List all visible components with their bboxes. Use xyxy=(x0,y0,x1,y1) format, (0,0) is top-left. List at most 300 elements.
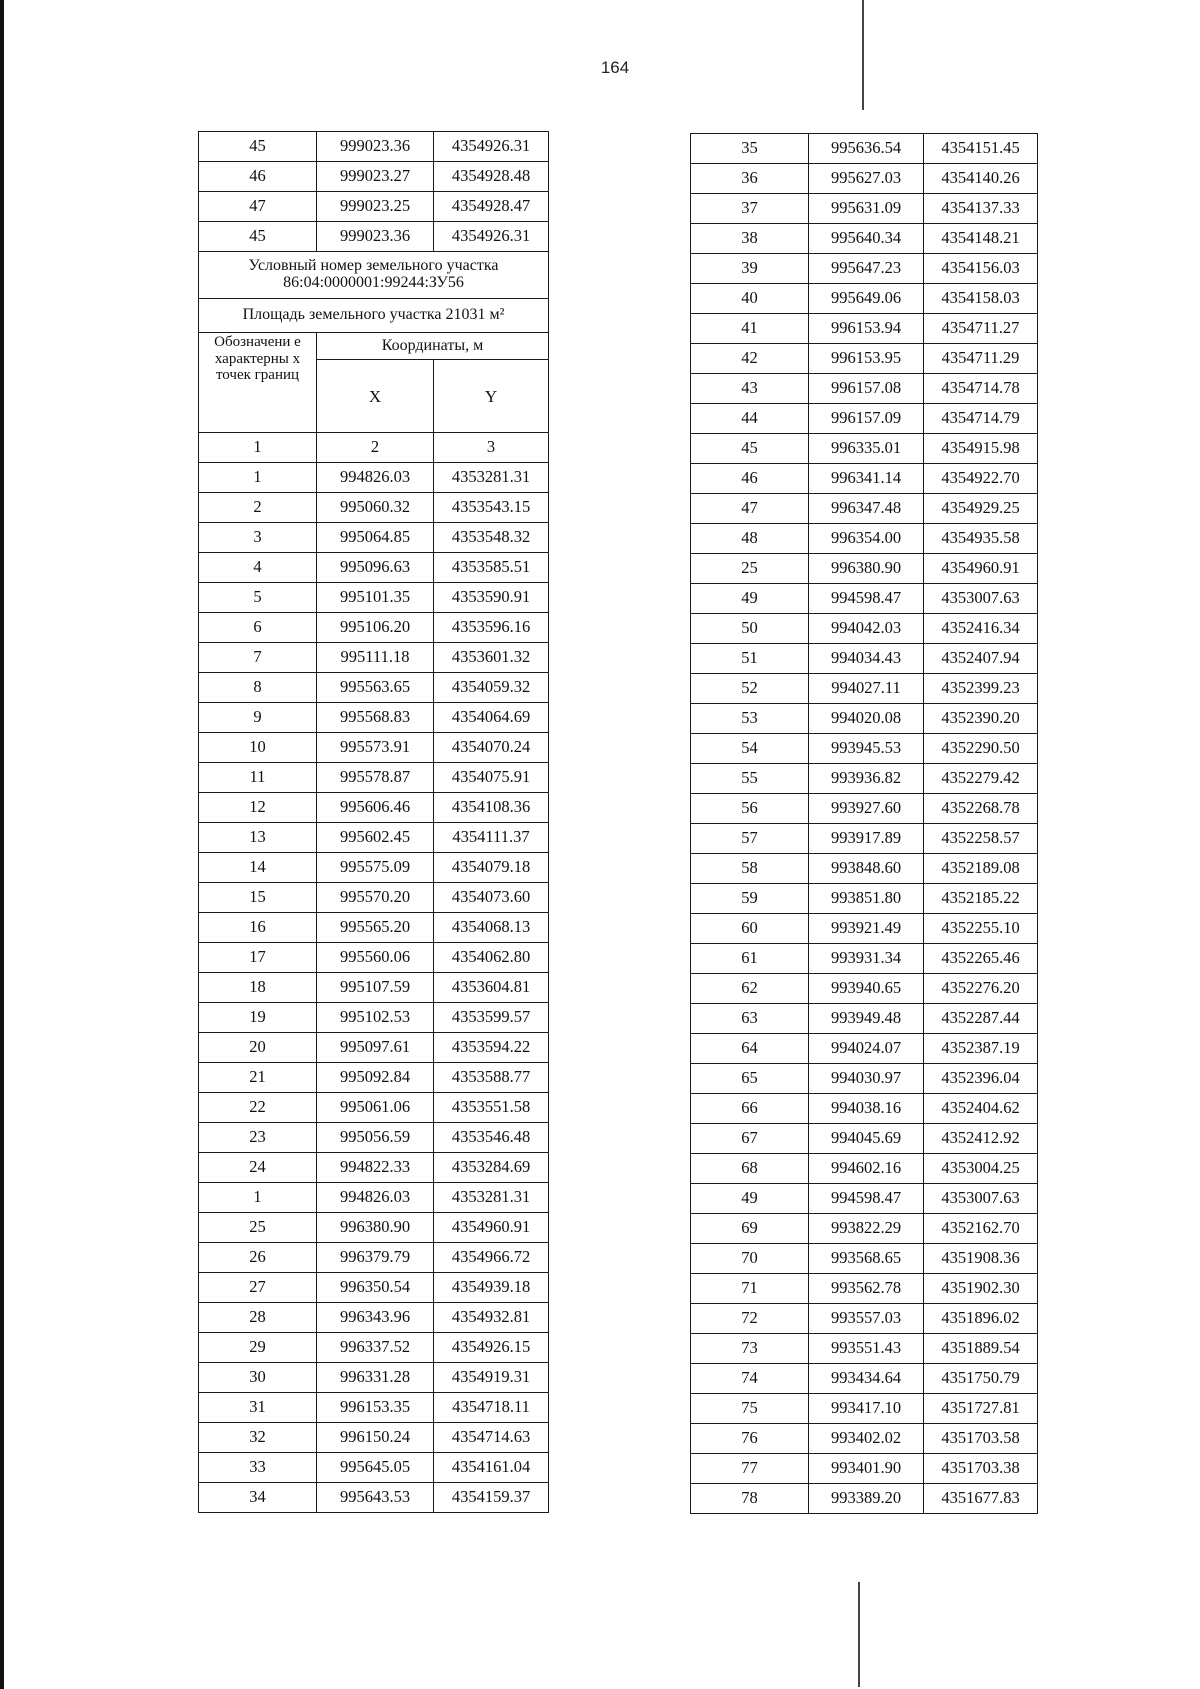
table-row xyxy=(199,553,549,583)
point-number-cell: 62 xyxy=(691,974,809,1004)
x-coordinate-cell: 995092.84 xyxy=(317,1063,434,1093)
x-coordinate-cell: 995631.09 xyxy=(809,194,924,224)
point-number-cell: 75 xyxy=(691,1394,809,1424)
table-row xyxy=(691,824,1038,854)
x-coordinate-cell: 993562.78 xyxy=(809,1274,924,1304)
y-coordinate-cell: 4351896.02 xyxy=(924,1304,1038,1334)
point-number-cell: 78 xyxy=(691,1484,809,1514)
point-number-cell: 46 xyxy=(199,162,317,192)
point-number-cell: 56 xyxy=(691,794,809,824)
x-coordinate-cell: 993568.65 xyxy=(809,1244,924,1274)
y-coordinate-cell: 4352279.42 xyxy=(924,764,1038,794)
point-number-cell: 38 xyxy=(691,224,809,254)
x-coordinate-cell: 993927.60 xyxy=(809,794,924,824)
x-coordinate-cell: 996157.09 xyxy=(809,404,924,434)
y-coordinate-cell: 4352185.22 xyxy=(924,884,1038,914)
x-coordinate-cell: 995107.59 xyxy=(317,973,434,1003)
x-coordinate-cell: 999023.25 xyxy=(317,192,434,222)
table-row xyxy=(691,854,1038,884)
table-row xyxy=(691,644,1038,674)
point-number-cell: 72 xyxy=(691,1304,809,1334)
point-number-cell: 43 xyxy=(691,374,809,404)
y-coordinate-cell: 4352276.20 xyxy=(924,974,1038,1004)
x-coordinate-cell: 996335.01 xyxy=(809,434,924,464)
table-row xyxy=(199,1033,549,1063)
point-number-cell: 53 xyxy=(691,704,809,734)
x-coordinate-cell: 993434.64 xyxy=(809,1364,924,1394)
x-coordinate-cell: 996157.08 xyxy=(809,374,924,404)
point-number-cell: 58 xyxy=(691,854,809,884)
point-number-cell: 22 xyxy=(199,1093,317,1123)
y-coordinate-cell: 4353281.31 xyxy=(434,1183,549,1213)
point-number-cell: 73 xyxy=(691,1334,809,1364)
x-coordinate-cell: 993921.49 xyxy=(809,914,924,944)
table-row xyxy=(199,1213,549,1243)
x-coordinate-cell: 996380.90 xyxy=(809,554,924,584)
table-row xyxy=(199,883,549,913)
left-table-top-rows xyxy=(199,132,549,252)
left-table-rows xyxy=(199,463,549,1513)
x-coordinate-cell: 995570.20 xyxy=(317,883,434,913)
y-coordinate-cell: 4354151.45 xyxy=(924,134,1038,164)
x-coordinate-cell: 996343.96 xyxy=(317,1303,434,1333)
table-row xyxy=(691,1124,1038,1154)
y-coordinate-cell: 4353590.91 xyxy=(434,583,549,613)
parcel-area-row xyxy=(199,299,549,333)
point-number-cell: 45 xyxy=(199,222,317,252)
table-row xyxy=(691,134,1038,164)
y-coordinate-cell: 4352162.70 xyxy=(924,1214,1038,1244)
x-axis-header: X xyxy=(317,360,434,433)
y-coordinate-cell: 4354928.48 xyxy=(434,162,549,192)
coordinates-header: Координаты, м xyxy=(317,333,549,360)
table-row xyxy=(691,1304,1038,1334)
point-number-cell: 17 xyxy=(199,943,317,973)
x-coordinate-cell: 993940.65 xyxy=(809,974,924,1004)
x-coordinate-cell: 994598.47 xyxy=(809,1184,924,1214)
table-row xyxy=(691,314,1038,344)
point-number-cell: 5 xyxy=(199,583,317,613)
parcel-number-row xyxy=(199,252,549,299)
point-number-cell: 30 xyxy=(199,1363,317,1393)
table-row xyxy=(691,1094,1038,1124)
y-coordinate-cell: 4352416.34 xyxy=(924,614,1038,644)
point-number-cell: 36 xyxy=(691,164,809,194)
point-number-cell: 15 xyxy=(199,883,317,913)
table-row xyxy=(199,583,549,613)
column-number: 3 xyxy=(434,433,549,463)
table-row xyxy=(199,1093,549,1123)
y-coordinate-cell: 4354929.25 xyxy=(924,494,1038,524)
table-row xyxy=(691,254,1038,284)
point-number-cell: 28 xyxy=(199,1303,317,1333)
y-coordinate-cell: 4353284.69 xyxy=(434,1153,549,1183)
y-coordinate-cell: 4354926.15 xyxy=(434,1333,549,1363)
y-coordinate-cell: 4354140.26 xyxy=(924,164,1038,194)
table-row xyxy=(199,523,549,553)
x-coordinate-cell: 996341.14 xyxy=(809,464,924,494)
y-coordinate-cell: 4354960.91 xyxy=(924,554,1038,584)
table-row xyxy=(691,374,1038,404)
y-coordinate-cell: 4354960.91 xyxy=(434,1213,549,1243)
x-coordinate-cell: 994034.43 xyxy=(809,644,924,674)
point-number-cell: 59 xyxy=(691,884,809,914)
x-coordinate-cell: 995647.23 xyxy=(809,254,924,284)
table-row xyxy=(199,643,549,673)
point-number-cell: 6 xyxy=(199,613,317,643)
y-coordinate-cell: 4353548.32 xyxy=(434,523,549,553)
table-row xyxy=(199,1333,549,1363)
table-row xyxy=(691,614,1038,644)
y-coordinate-cell: 4354711.27 xyxy=(924,314,1038,344)
y-coordinate-cell: 4353007.63 xyxy=(924,584,1038,614)
table-row xyxy=(691,194,1038,224)
table-row xyxy=(199,913,549,943)
x-coordinate-cell: 994822.33 xyxy=(317,1153,434,1183)
table-row xyxy=(199,823,549,853)
table-row xyxy=(199,463,549,493)
point-number-cell: 33 xyxy=(199,1453,317,1483)
y-axis-header: Y xyxy=(434,360,549,433)
table-row xyxy=(199,1303,549,1333)
y-coordinate-cell: 4354928.47 xyxy=(434,192,549,222)
y-coordinate-cell: 4352412.92 xyxy=(924,1124,1038,1154)
table-row xyxy=(691,1484,1038,1514)
x-coordinate-cell: 995061.06 xyxy=(317,1093,434,1123)
coordinates-table-right xyxy=(690,133,1038,1514)
table-row xyxy=(199,1063,549,1093)
y-coordinate-cell: 4354714.63 xyxy=(434,1423,549,1453)
point-number-cell: 51 xyxy=(691,644,809,674)
x-coordinate-cell: 996153.35 xyxy=(317,1393,434,1423)
y-coordinate-cell: 4354711.29 xyxy=(924,344,1038,374)
y-coordinate-cell: 4351750.79 xyxy=(924,1364,1038,1394)
y-coordinate-cell: 4354111.37 xyxy=(434,823,549,853)
y-coordinate-cell: 4353281.31 xyxy=(434,463,549,493)
y-coordinate-cell: 4354915.98 xyxy=(924,434,1038,464)
table-row xyxy=(199,1003,549,1033)
point-number-cell: 63 xyxy=(691,1004,809,1034)
point-number-cell: 49 xyxy=(691,584,809,614)
table-row xyxy=(199,943,549,973)
y-coordinate-cell: 4354158.03 xyxy=(924,284,1038,314)
y-coordinate-cell: 4352255.10 xyxy=(924,914,1038,944)
table-row xyxy=(199,1453,549,1483)
point-number-cell: 10 xyxy=(199,733,317,763)
point-number-cell: 47 xyxy=(691,494,809,524)
table-row xyxy=(691,914,1038,944)
point-number-cell: 34 xyxy=(199,1483,317,1513)
table-row xyxy=(691,1364,1038,1394)
table-row xyxy=(691,674,1038,704)
x-coordinate-cell: 995060.32 xyxy=(317,493,434,523)
table-row xyxy=(691,1214,1038,1244)
point-number-cell: 3 xyxy=(199,523,317,553)
y-coordinate-cell: 4354966.72 xyxy=(434,1243,549,1273)
table-row xyxy=(199,703,549,733)
y-coordinate-cell: 4352265.46 xyxy=(924,944,1038,974)
x-coordinate-cell: 995568.83 xyxy=(317,703,434,733)
x-coordinate-cell: 993557.03 xyxy=(809,1304,924,1334)
x-coordinate-cell: 996150.24 xyxy=(317,1423,434,1453)
table-row xyxy=(691,944,1038,974)
table-row xyxy=(691,1274,1038,1304)
point-number-cell: 40 xyxy=(691,284,809,314)
point-number-cell: 60 xyxy=(691,914,809,944)
point-number-cell: 24 xyxy=(199,1153,317,1183)
table-row xyxy=(691,1394,1038,1424)
column-number: 2 xyxy=(317,433,434,463)
point-number-cell: 37 xyxy=(691,194,809,224)
point-number-cell: 42 xyxy=(691,344,809,374)
x-coordinate-cell: 995649.06 xyxy=(809,284,924,314)
point-number-cell: 26 xyxy=(199,1243,317,1273)
table-row xyxy=(691,434,1038,464)
point-number-cell: 41 xyxy=(691,314,809,344)
table-row xyxy=(199,1393,549,1423)
y-coordinate-cell: 4354073.60 xyxy=(434,883,549,913)
x-coordinate-cell: 995640.34 xyxy=(809,224,924,254)
point-number-cell: 70 xyxy=(691,1244,809,1274)
y-coordinate-cell: 4353594.22 xyxy=(434,1033,549,1063)
x-coordinate-cell: 996350.54 xyxy=(317,1273,434,1303)
point-number-cell: 23 xyxy=(199,1123,317,1153)
point-number-cell: 65 xyxy=(691,1064,809,1094)
table-row xyxy=(199,1183,549,1213)
x-coordinate-cell: 995111.18 xyxy=(317,643,434,673)
y-coordinate-cell: 4353551.58 xyxy=(434,1093,549,1123)
x-coordinate-cell: 995575.09 xyxy=(317,853,434,883)
x-coordinate-cell: 994020.08 xyxy=(809,704,924,734)
x-coordinate-cell: 994027.11 xyxy=(809,674,924,704)
table-row xyxy=(691,734,1038,764)
table-row xyxy=(199,132,549,162)
point-number-cell: 27 xyxy=(199,1273,317,1303)
y-coordinate-cell: 4354718.11 xyxy=(434,1393,549,1423)
y-coordinate-cell: 4352287.44 xyxy=(924,1004,1038,1034)
x-coordinate-cell: 993851.80 xyxy=(809,884,924,914)
x-coordinate-cell: 995064.85 xyxy=(317,523,434,553)
point-number-cell: 12 xyxy=(199,793,317,823)
table-row xyxy=(199,1273,549,1303)
y-coordinate-cell: 4351703.58 xyxy=(924,1424,1038,1454)
point-number-cell: 68 xyxy=(691,1154,809,1184)
x-coordinate-cell: 995096.63 xyxy=(317,553,434,583)
x-coordinate-cell: 995578.87 xyxy=(317,763,434,793)
table-row xyxy=(199,733,549,763)
y-coordinate-cell: 4352404.62 xyxy=(924,1094,1038,1124)
x-coordinate-cell: 996153.94 xyxy=(809,314,924,344)
y-coordinate-cell: 4354932.81 xyxy=(434,1303,549,1333)
y-coordinate-cell: 4354137.33 xyxy=(924,194,1038,224)
point-number-cell: 55 xyxy=(691,764,809,794)
x-coordinate-cell: 996354.00 xyxy=(809,524,924,554)
x-coordinate-cell: 996379.79 xyxy=(317,1243,434,1273)
y-coordinate-cell: 4354079.18 xyxy=(434,853,549,883)
y-coordinate-cell: 4354070.24 xyxy=(434,733,549,763)
parcel-info xyxy=(199,252,549,463)
table-row xyxy=(199,1363,549,1393)
table-row xyxy=(199,673,549,703)
x-coordinate-cell: 994598.47 xyxy=(809,584,924,614)
point-number-cell: 46 xyxy=(691,464,809,494)
point-number-cell: 69 xyxy=(691,1214,809,1244)
point-number-cell: 64 xyxy=(691,1034,809,1064)
x-coordinate-cell: 995636.54 xyxy=(809,134,924,164)
scan-artifact-line xyxy=(862,0,864,110)
table-row xyxy=(199,793,549,823)
point-number-cell: 21 xyxy=(199,1063,317,1093)
y-coordinate-cell: 4352189.08 xyxy=(924,854,1038,884)
table-row xyxy=(691,794,1038,824)
y-coordinate-cell: 4354939.18 xyxy=(434,1273,549,1303)
y-coordinate-cell: 4354161.04 xyxy=(434,1453,549,1483)
table-row xyxy=(691,974,1038,1004)
table-row xyxy=(691,1004,1038,1034)
table-row xyxy=(691,404,1038,434)
y-coordinate-cell: 4354059.32 xyxy=(434,673,549,703)
y-coordinate-cell: 4353604.81 xyxy=(434,973,549,1003)
x-coordinate-cell: 993417.10 xyxy=(809,1394,924,1424)
table-row xyxy=(199,222,549,252)
x-coordinate-cell: 995573.91 xyxy=(317,733,434,763)
point-number-cell: 8 xyxy=(199,673,317,703)
table-row xyxy=(199,1153,549,1183)
y-coordinate-cell: 4354926.31 xyxy=(434,132,549,162)
point-number-cell: 35 xyxy=(691,134,809,164)
x-coordinate-cell: 995056.59 xyxy=(317,1123,434,1153)
table-row xyxy=(199,763,549,793)
x-coordinate-cell: 999023.36 xyxy=(317,222,434,252)
x-coordinate-cell: 993936.82 xyxy=(809,764,924,794)
y-coordinate-cell: 4352268.78 xyxy=(924,794,1038,824)
table-row xyxy=(691,764,1038,794)
table-header-row xyxy=(199,333,549,360)
x-coordinate-cell: 994038.16 xyxy=(809,1094,924,1124)
point-number-cell: 31 xyxy=(199,1393,317,1423)
y-coordinate-cell: 4351908.36 xyxy=(924,1244,1038,1274)
point-number-cell: 18 xyxy=(199,973,317,1003)
y-coordinate-cell: 4354926.31 xyxy=(434,222,549,252)
y-coordinate-cell: 4354148.21 xyxy=(924,224,1038,254)
x-coordinate-cell: 993822.29 xyxy=(809,1214,924,1244)
point-number-cell: 76 xyxy=(691,1424,809,1454)
y-coordinate-cell: 4354714.78 xyxy=(924,374,1038,404)
point-number-cell: 11 xyxy=(199,763,317,793)
point-number-cell: 4 xyxy=(199,553,317,583)
table-row xyxy=(691,704,1038,734)
table-row xyxy=(691,284,1038,314)
page-number: 164 xyxy=(600,58,630,77)
point-number-cell: 66 xyxy=(691,1094,809,1124)
y-coordinate-cell: 4352396.04 xyxy=(924,1064,1038,1094)
parcel-number-cell xyxy=(199,252,549,299)
y-coordinate-cell: 4353004.25 xyxy=(924,1154,1038,1184)
point-number-cell: 71 xyxy=(691,1274,809,1304)
point-number-cell: 19 xyxy=(199,1003,317,1033)
table-row xyxy=(691,164,1038,194)
table-row xyxy=(199,1123,549,1153)
x-coordinate-cell: 995645.05 xyxy=(317,1453,434,1483)
table-row xyxy=(691,1154,1038,1184)
x-coordinate-cell: 994826.03 xyxy=(317,463,434,493)
table-row xyxy=(199,192,549,222)
point-label-header: Обозначени е характерны х точек границ xyxy=(199,333,317,433)
point-number-cell: 1 xyxy=(199,463,317,493)
x-coordinate-cell: 995627.03 xyxy=(809,164,924,194)
coordinates-table-left xyxy=(198,131,549,1513)
x-coordinate-cell: 996347.48 xyxy=(809,494,924,524)
x-coordinate-cell: 996337.52 xyxy=(317,1333,434,1363)
table-row xyxy=(691,494,1038,524)
x-coordinate-cell: 994030.97 xyxy=(809,1064,924,1094)
table-row xyxy=(691,344,1038,374)
column-number-row xyxy=(199,433,549,463)
table-row xyxy=(691,584,1038,614)
point-number-cell: 25 xyxy=(199,1213,317,1243)
x-coordinate-cell: 999023.27 xyxy=(317,162,434,192)
y-coordinate-cell: 4354156.03 xyxy=(924,254,1038,284)
y-coordinate-cell: 4351889.54 xyxy=(924,1334,1038,1364)
y-coordinate-cell: 4353543.15 xyxy=(434,493,549,523)
x-coordinate-cell: 993945.53 xyxy=(809,734,924,764)
x-coordinate-cell: 993917.89 xyxy=(809,824,924,854)
x-coordinate-cell: 996380.90 xyxy=(317,1213,434,1243)
point-number-cell: 74 xyxy=(691,1364,809,1394)
y-coordinate-cell: 4354935.58 xyxy=(924,524,1038,554)
x-coordinate-cell: 995106.20 xyxy=(317,613,434,643)
x-coordinate-cell: 993848.60 xyxy=(809,854,924,884)
point-number-cell: 45 xyxy=(199,132,317,162)
table-row xyxy=(691,464,1038,494)
x-coordinate-cell: 993401.90 xyxy=(809,1454,924,1484)
y-coordinate-cell: 4351703.38 xyxy=(924,1454,1038,1484)
point-number-cell: 13 xyxy=(199,823,317,853)
table-row xyxy=(691,524,1038,554)
table-row xyxy=(691,224,1038,254)
x-coordinate-cell: 993551.43 xyxy=(809,1334,924,1364)
point-number-cell: 29 xyxy=(199,1333,317,1363)
y-coordinate-cell: 4354068.13 xyxy=(434,913,549,943)
column-number: 1 xyxy=(199,433,317,463)
x-coordinate-cell: 993389.20 xyxy=(809,1484,924,1514)
point-number-cell: 20 xyxy=(199,1033,317,1063)
point-number-cell: 49 xyxy=(691,1184,809,1214)
point-number-cell: 57 xyxy=(691,824,809,854)
parcel-label: Условный номер земельного участка xyxy=(248,257,499,275)
x-coordinate-cell: 999023.36 xyxy=(317,132,434,162)
point-number-cell: 25 xyxy=(691,554,809,584)
table-row xyxy=(199,853,549,883)
x-coordinate-cell: 993949.48 xyxy=(809,1004,924,1034)
y-coordinate-cell: 4354062.80 xyxy=(434,943,549,973)
y-coordinate-cell: 4352399.23 xyxy=(924,674,1038,704)
x-coordinate-cell: 993402.02 xyxy=(809,1424,924,1454)
point-number-cell: 47 xyxy=(199,192,317,222)
point-number-cell: 39 xyxy=(691,254,809,284)
table-row xyxy=(691,1334,1038,1364)
point-number-cell: 44 xyxy=(691,404,809,434)
table-row xyxy=(199,1243,549,1273)
point-number-cell: 9 xyxy=(199,703,317,733)
y-coordinate-cell: 4353601.32 xyxy=(434,643,549,673)
y-coordinate-cell: 4354922.70 xyxy=(924,464,1038,494)
x-coordinate-cell: 994045.69 xyxy=(809,1124,924,1154)
point-number-cell: 77 xyxy=(691,1454,809,1484)
y-coordinate-cell: 4354075.91 xyxy=(434,763,549,793)
y-coordinate-cell: 4354108.36 xyxy=(434,793,549,823)
x-coordinate-cell: 994826.03 xyxy=(317,1183,434,1213)
